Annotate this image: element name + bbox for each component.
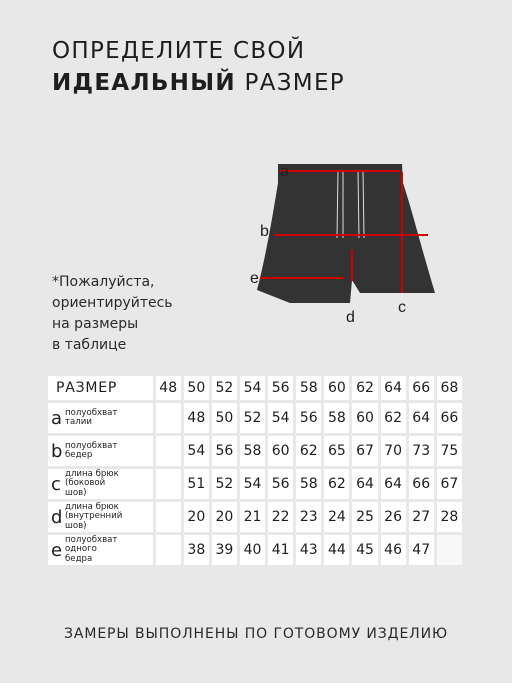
size-header-cell: 48 [156,376,181,400]
size-value-cell: 62 [296,436,321,466]
size-value-cell: 21 [240,502,265,532]
label-e: e [250,270,259,287]
size-header-cell: 58 [296,376,321,400]
row-description: полуобхват одного бедра [65,534,118,564]
size-value-cell [156,535,181,565]
page-title-line-1: ОПРЕДЕЛИТЕ СВОЙ [52,38,306,64]
size-value-cell: 64 [352,469,377,499]
size-header-cell: 68 [437,376,462,400]
size-value-cell: 66 [437,403,462,433]
page-title-line-2 [52,70,345,96]
size-value-cell [437,535,462,565]
size-value-cell: 54 [184,436,209,466]
size-header-cell: 50 [184,376,209,400]
size-value-cell: 23 [296,502,321,532]
size-header-cell: 54 [240,376,265,400]
size-table [45,373,465,568]
size-value-cell: 20 [184,502,209,532]
title-rest-word: РАЗМЕР [244,70,345,96]
size-header-cell: 56 [268,376,293,400]
size-value-cell: 66 [409,469,434,499]
size-value-cell: 45 [352,535,377,565]
size-value-cell: 64 [381,469,406,499]
note-line: ориентируйтесь [52,295,173,311]
size-header-cell: 60 [324,376,349,400]
size-value-cell: 26 [381,502,406,532]
size-value-cell: 58 [240,436,265,466]
size-value-cell: 48 [184,403,209,433]
size-value-cell: 54 [240,469,265,499]
size-note [52,272,173,356]
row-label-cell [48,436,153,466]
size-value-cell: 24 [324,502,349,532]
size-value-cell: 58 [324,403,349,433]
measurement-row-c [48,469,462,499]
size-value-cell: 65 [324,436,349,466]
row-description: полуобхват бедер [65,440,118,460]
note-line: на размеры [52,316,139,332]
title-bold-word: ИДЕАЛЬНЫЙ [52,70,236,96]
size-header-cell: 64 [381,376,406,400]
size-value-cell: 73 [409,436,434,466]
size-value-cell: 39 [212,535,237,565]
size-value-cell [156,403,181,433]
footer-note: ЗАМЕРЫ ВЫПОЛНЕНЫ ПО ГОТОВОМУ ИЗДЕЛИЮ [63,626,448,642]
label-c: c [398,299,406,316]
label-d: d [346,309,355,326]
size-value-cell: 60 [352,403,377,433]
size-header-label: РАЗМЕР [48,376,153,400]
row-letter: e [51,539,63,561]
size-value-cell: 27 [409,502,434,532]
size-value-cell: 62 [324,469,349,499]
size-value-cell: 58 [296,469,321,499]
label-b: b [260,223,269,240]
row-letter: b [51,440,63,462]
row-letter: d [51,506,63,528]
row-label-cell [48,535,153,565]
size-value-cell: 64 [409,403,434,433]
size-value-cell [156,436,181,466]
measurement-row-b [48,436,462,466]
row-description: полуобхват талии [65,407,118,427]
size-value-cell [156,502,181,532]
size-header-cell: 52 [212,376,237,400]
size-value-cell: 47 [409,535,434,565]
shorts-waistband [278,164,403,183]
size-value-cell: 46 [381,535,406,565]
size-value-cell: 62 [381,403,406,433]
size-value-cell: 41 [268,535,293,565]
size-header-row [48,376,462,400]
row-label-cell [48,469,153,499]
row-label-cell [48,403,153,433]
size-value-cell: 22 [268,502,293,532]
size-value-cell: 25 [352,502,377,532]
note-line: в таблице [52,337,127,353]
size-value-cell: 52 [212,469,237,499]
size-header-cell: 66 [409,376,434,400]
size-value-cell: 75 [437,436,462,466]
size-value-cell: 28 [437,502,462,532]
row-letter: a [51,407,63,429]
size-value-cell: 56 [212,436,237,466]
size-header-cell: 62 [352,376,377,400]
size-value-cell: 20 [212,502,237,532]
size-value-cell: 54 [268,403,293,433]
row-description: длина брюк (внутренний шов) [65,501,123,531]
size-value-cell [156,469,181,499]
size-value-cell: 67 [437,469,462,499]
size-value-cell: 52 [240,403,265,433]
note-line: *Пожалуйста, [52,274,155,290]
size-value-cell: 56 [268,469,293,499]
row-label-cell [48,502,153,532]
row-description: длина брюк (боковой шов) [65,468,119,498]
shorts-body [257,183,435,303]
measurement-row-d [48,502,462,532]
size-value-cell: 56 [296,403,321,433]
size-value-cell: 67 [352,436,377,466]
size-value-cell: 38 [184,535,209,565]
size-value-cell: 51 [184,469,209,499]
size-value-cell: 60 [268,436,293,466]
shorts-measurement-diagram [240,150,450,330]
size-value-cell: 70 [381,436,406,466]
size-value-cell: 43 [296,535,321,565]
size-value-cell: 44 [324,535,349,565]
measurement-row-a [48,403,462,433]
label-a: a [280,163,289,180]
measurement-row-e [48,535,462,565]
row-letter: c [51,473,61,495]
size-value-cell: 40 [240,535,265,565]
size-value-cell: 50 [212,403,237,433]
